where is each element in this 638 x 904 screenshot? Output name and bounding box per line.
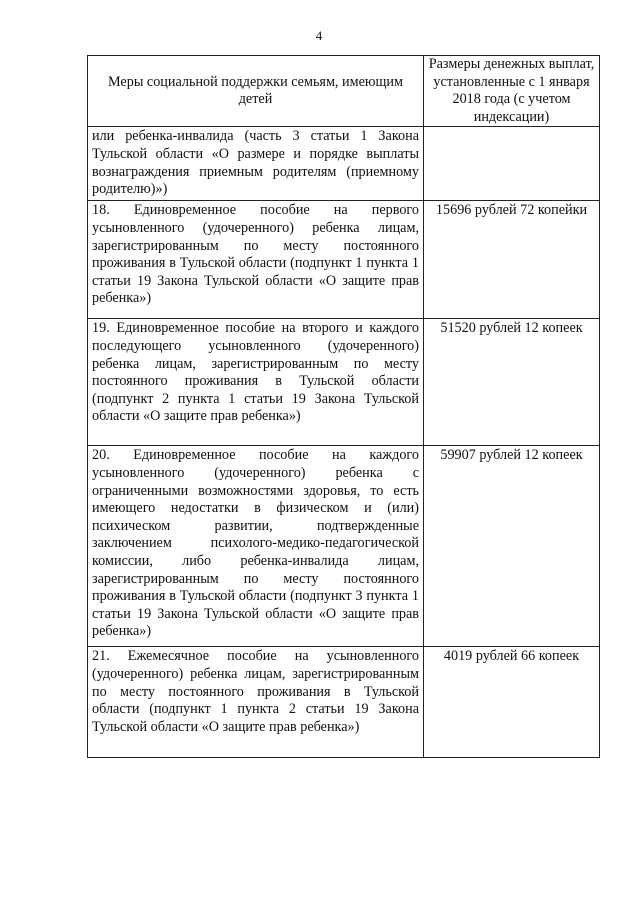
table-row (88, 201, 600, 319)
table-row (88, 647, 600, 758)
benefits-table (87, 55, 600, 758)
row-description: 18. Единовременное пособие на первого усыновленного (удочеренного) ребенка лицам, зарегистрированным по месту постоянного проживания в Тульской области (подпункт 1 пункта 1 статьи 19 Закона Тульской области «О защите прав ребенка») (88, 201, 424, 319)
row-amount: 51520 рублей 12 копеек (424, 319, 600, 446)
header-measures: Меры социальной поддержки семьям, имеющим детей (88, 56, 424, 127)
row-description: или ребенка-инвалида (часть 3 статьи 1 Закона Тульской области «О размере и порядке выплаты вознаграждения приемным родителям (приемному родителю)») (88, 127, 424, 201)
row-amount (424, 127, 600, 201)
row-amount: 4019 рублей 66 копеек (424, 647, 600, 758)
table-header-row (88, 56, 600, 127)
row-description: 19. Единовременное пособие на второго и каждого последующего усыновленного (удочеренного) ребенка лицам, зарегистрированным по месту постоянного проживания в Тульской области (подпункт 2 пункта 1 статьи 19 Закона Тульской области «О защите прав ребенка») (88, 319, 424, 446)
page-number: 4 (315, 28, 323, 43)
row-description: 20. Единовременное пособие на каждого усыновленного (удочеренного) ребенка с ограниченными возможностями здоровья, то есть имеющего недостатки в физическом и (или) психическом развитии, подтвержденные заключением психолого-медико-педагогической комиссии, либо ребенка-инвалида лицам, зарегистрированным по месту постоянного проживания в Тульской области (подпункт 3 пункта 1 статьи 19 Закона Тульской области «О защите прав ребенка») (88, 446, 424, 647)
row-description: 21. Ежемесячное пособие на усыновленного (удочеренного) ребенка лицам, зарегистрированным по месту постоянного проживания в Тульской области (подпункт 1 пункта 2 статьи 19 Закона Тульской области «О защите прав ребенка») (88, 647, 424, 758)
header-amounts: Размеры денежных выплат, установленные с 1 января 2018 года (с учетом индексации) (424, 56, 600, 127)
table-row (88, 446, 600, 647)
table-row (88, 319, 600, 446)
row-amount: 59907 рублей 12 копеек (424, 446, 600, 647)
row-amount: 15696 рублей 72 копейки (424, 201, 600, 319)
table-row (88, 127, 600, 201)
